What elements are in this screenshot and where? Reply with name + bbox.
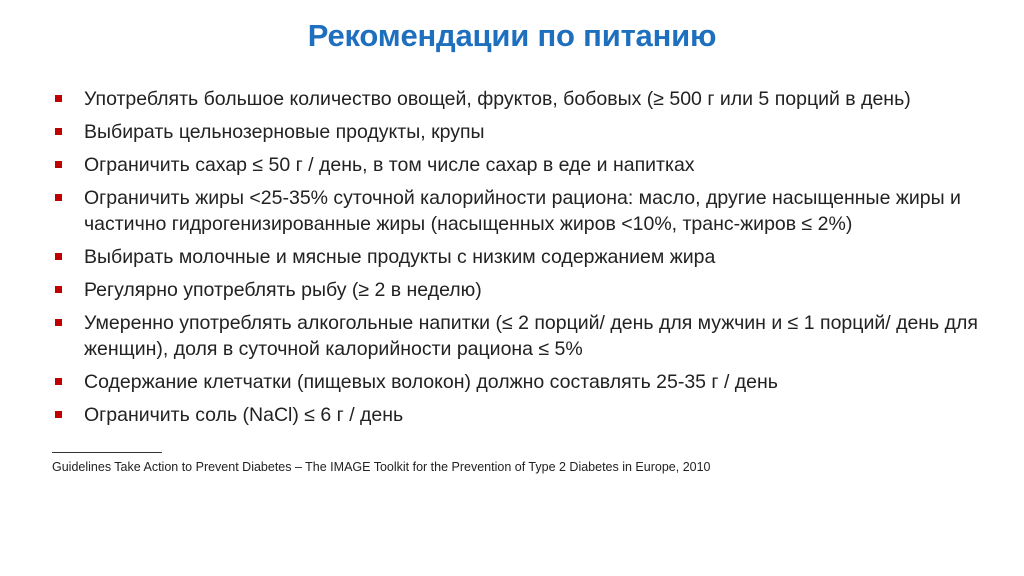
square-bullet-icon (55, 194, 62, 201)
list-item (52, 152, 1012, 178)
list-item (52, 119, 1012, 145)
bullet-text: Регулярно употреблять рыбу (≥ 2 в неделю) (84, 279, 482, 301)
list-item (52, 86, 1012, 112)
square-bullet-icon (55, 128, 62, 135)
square-bullet-icon (55, 319, 62, 326)
footnote-divider (52, 452, 162, 453)
list-item (52, 402, 1012, 428)
list-item (52, 310, 1012, 362)
square-bullet-icon (55, 411, 62, 418)
square-bullet-icon (55, 95, 62, 102)
square-bullet-icon (55, 286, 62, 293)
bullet-list (52, 86, 1012, 435)
bullet-text: Выбирать молочные и мясные продукты с низким содержанием жира (84, 246, 716, 268)
bullet-text: Ограничить жиры <25-35% суточной калорийности рациона: масло, другие насыщенные жиры и частично гидрогенизированные жиры (насыщенных жиров <10%, транс-жиров ≤ 2%) (84, 187, 961, 235)
square-bullet-icon (55, 253, 62, 260)
square-bullet-icon (55, 161, 62, 168)
slide-title: Рекомендации по питанию (307, 18, 717, 53)
bullet-text: Выбирать цельнозерновые продукты, крупы (84, 121, 485, 143)
bullet-text: Употреблять большое количество овощей, фруктов, бобовых (≥ 500 г или 5 порций в день) (84, 88, 911, 110)
footnote-citation: Guidelines Take Action to Prevent Diabetes – The IMAGE Toolkit for the Prevention of Type 2 Diabetes in Europe, 2010 (52, 460, 711, 474)
list-item (52, 277, 1012, 303)
bullet-text: Ограничить соль (NaCl) ≤ 6 г / день (84, 404, 404, 426)
square-bullet-icon (55, 378, 62, 385)
list-item (52, 369, 1012, 395)
bullet-text: Умеренно употреблять алкогольные напитки (≤ 2 порций/ день для мужчин и ≤ 1 порций/ день для женщин), доля в суточной калорийности рациона ≤ 5% (84, 312, 978, 360)
bullet-text: Содержание клетчатки (пищевых волокон) должно составлять 25-35 г / день (84, 371, 778, 393)
list-item (52, 244, 1012, 270)
list-item (52, 185, 1012, 237)
bullet-text: Ограничить сахар ≤ 50 г / день, в том числе сахар в еде и напитках (84, 154, 695, 176)
